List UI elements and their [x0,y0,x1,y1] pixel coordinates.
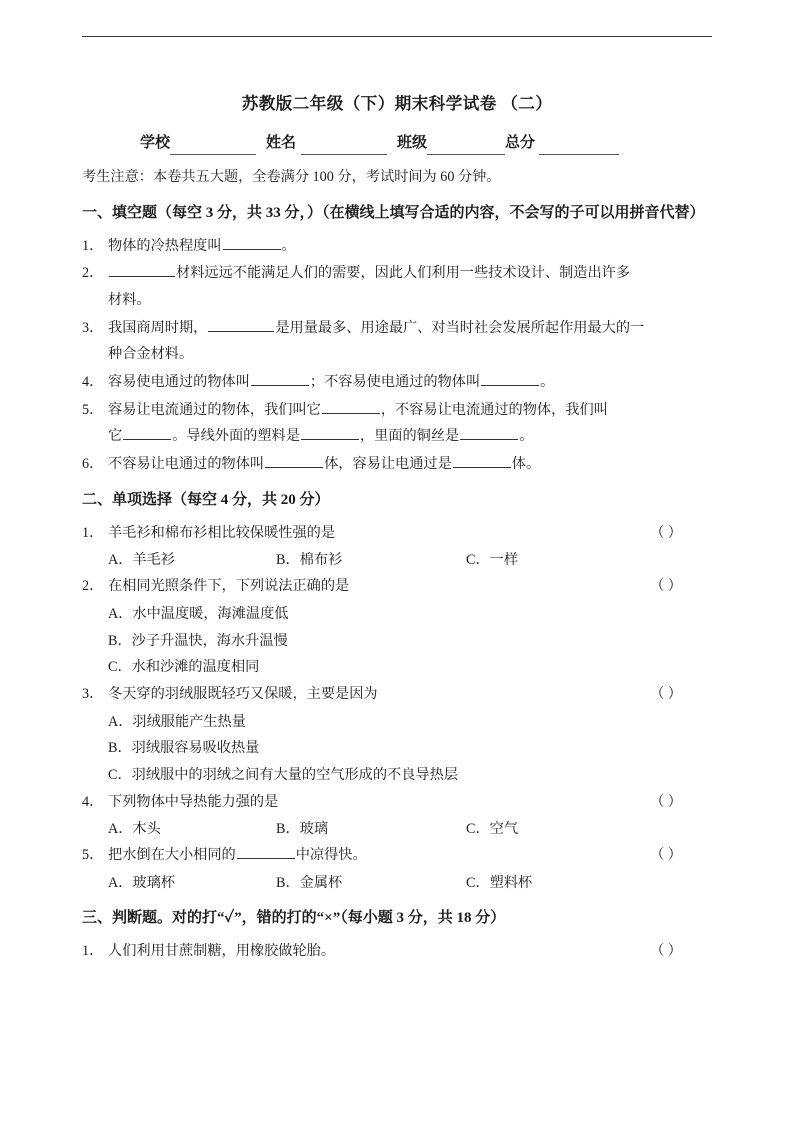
answer-blank[interactable] [237,844,295,859]
answer-parentheses[interactable]: （ ） [650,524,682,541]
option-c[interactable]: C．塑料杯 [466,875,533,892]
answer-blank[interactable] [265,453,323,468]
field-school [140,131,256,155]
question-item [82,369,712,396]
option-a[interactable]: A．木头 [108,821,161,838]
answer-parentheses[interactable]: （ ） [650,578,682,595]
question-text: ；不容易使电通过的物体叫 [309,374,481,391]
question-number: 2． [82,265,104,282]
option-a[interactable]: A．水中温度暖，海滩温度低 [108,605,289,622]
answer-parentheses[interactable]: （ ） [650,686,682,703]
section-heading: 一、填空题（每空 3 分，共 33 分，）（在横线上填写合适的内容，不会写的子可以用拼音代替） [82,204,705,221]
question-line [108,287,712,314]
question-item [82,938,712,965]
section-heading: 二、单项选择（每空 4 分，共 20 分） [82,491,330,508]
field-name-input[interactable] [301,139,387,155]
field-name [266,131,387,155]
answer-blank[interactable] [109,262,175,277]
question-item [82,451,712,478]
question-stem: 人们利用甘蔗制糖，用橡胶做轮胎。 （ ） [108,938,712,965]
answer-blank[interactable] [223,235,281,250]
field-class-input[interactable] [427,139,505,155]
answer-blank[interactable] [460,425,518,440]
question-text: 我国商周时期， [108,319,208,336]
question-line [108,233,712,260]
question-text: 把水倒在大小相同的 [108,847,236,864]
question-item [82,233,712,260]
field-class [397,131,505,155]
question-text: 不容易让电通过的物体叫 [108,456,265,473]
question-stem: 羊毛衫和棉布衫相比较保暖性强的是 （ ） [108,520,712,547]
option-b[interactable]: B．沙子升温快，海水升温慢 [108,632,288,649]
question-text: 种合金材料。 [108,346,194,363]
option-b[interactable]: B．棉布衫 [276,552,343,569]
question-number: 5． [82,847,104,864]
option-row [82,816,712,842]
question-item [82,789,712,816]
question-stem: 下列物体中导热能力强的是 （ ） [108,789,712,816]
field-total-label: 总分 [505,134,536,151]
question-item [82,315,712,368]
question-text: 中凉得快。 [295,847,367,864]
field-school-input[interactable] [170,139,256,155]
question-line [108,451,712,478]
question-number: 3． [82,319,104,336]
exam-notice: 考生注意：本卷共五大题，全卷满分 100 分，考试时间为 60 分钟。 [82,168,501,185]
option-a[interactable]: A．羽绒服能产生热量 [108,713,246,730]
question-item [82,842,712,869]
page-content [82,92,712,966]
answer-blank[interactable] [322,399,380,414]
question-text: 。 [519,428,534,445]
question-number: 1． [82,942,104,959]
question-item [82,573,712,600]
question-stem [108,842,712,869]
answer-parentheses[interactable]: （ ） [650,847,682,864]
question-text: 是用量最多、用途最广、对当时社会发展所起作用最大的一 [275,319,645,336]
question-line [108,341,712,368]
question-text: 它 [108,428,123,445]
answer-blank[interactable] [301,425,359,440]
option-c[interactable]: C．一样 [466,552,519,569]
question-text: 物体的冷热程度叫 [108,237,222,254]
question-line [108,423,712,450]
option-b[interactable]: B．玻璃 [276,821,329,838]
question-line [108,369,712,396]
identity-row [82,131,712,155]
question-text: 。导线外面的塑料是 [172,428,300,445]
question-line [108,315,712,342]
option-c[interactable]: C．空气 [466,821,519,838]
question-text: 体，容易让电通过是 [324,456,452,473]
field-total [505,131,619,155]
question-number: 6． [82,456,104,473]
answer-blank[interactable] [481,371,539,386]
question-number: 3． [82,686,104,703]
question-item [82,397,712,450]
header-rule [82,36,712,37]
option-c[interactable]: C．水和沙滩的温度相同 [108,659,260,676]
question-number: 4． [82,374,104,391]
question-number: 4． [82,793,104,810]
field-name-label: 姓名 [266,134,297,151]
question-text: ，不容易让电流通过的物体，我们叫 [380,401,608,418]
option-b[interactable]: B．金属杯 [276,875,343,892]
option-row [82,547,712,573]
page-title: 苏教版二年级（下）期末科学试卷 （二） [241,94,553,113]
section-heading: 三、判断题。对的打“✓”，错的打的“×”（每小题 3 分，共 18 分） [82,910,506,927]
question-number: 5． [82,401,104,418]
question-stem: 在相同光照条件下，下列说法正确的是 （ ） [108,573,712,600]
answer-parentheses[interactable]: （ ） [650,942,682,959]
question-text: 容易使电通过的物体叫 [108,374,250,391]
question-text: 材料。 [108,292,151,309]
answer-parentheses[interactable]: （ ） [650,793,682,810]
answer-blank[interactable] [453,453,511,468]
option-row [82,870,712,896]
question-number: 1． [82,237,104,254]
question-line [108,397,712,424]
option-stack [82,601,712,681]
field-class-label: 班级 [397,134,428,151]
question-text: 体。 [511,456,541,473]
question-text: 容易让电流通过的物体，我们叫它 [108,401,321,418]
question-stem: 冬天穿的羽绒服既轻巧又保暖，主要是因为 （ ） [108,681,712,708]
question-item [82,681,712,708]
option-stack [82,709,712,789]
question-line [108,260,712,287]
field-total-input[interactable] [539,139,619,155]
question-number: 2． [82,578,104,595]
question-text: 材料远远不能满足人们的需要，因此人们利用一些技术设计、制造出许多 [176,265,631,282]
option-a[interactable]: A．羊毛衫 [108,552,175,569]
question-number: 1． [82,524,104,541]
answer-blank[interactable] [251,371,309,386]
field-school-label: 学校 [140,134,171,151]
question-text: 。 [281,237,296,254]
sections-container [82,200,712,965]
answer-blank[interactable] [123,425,171,440]
question-item [82,260,712,313]
question-text: 。 [540,374,555,391]
question-item [82,520,712,547]
answer-blank[interactable] [208,317,274,332]
option-b[interactable]: B．羽绒服容易吸收热量 [108,740,260,757]
option-c[interactable]: C．羽绒服中的羽绒之间有大量的空气形成的不良导热层 [108,767,458,784]
option-a[interactable]: A．玻璃杯 [108,875,175,892]
question-text: ，里面的铜丝是 [359,428,460,445]
